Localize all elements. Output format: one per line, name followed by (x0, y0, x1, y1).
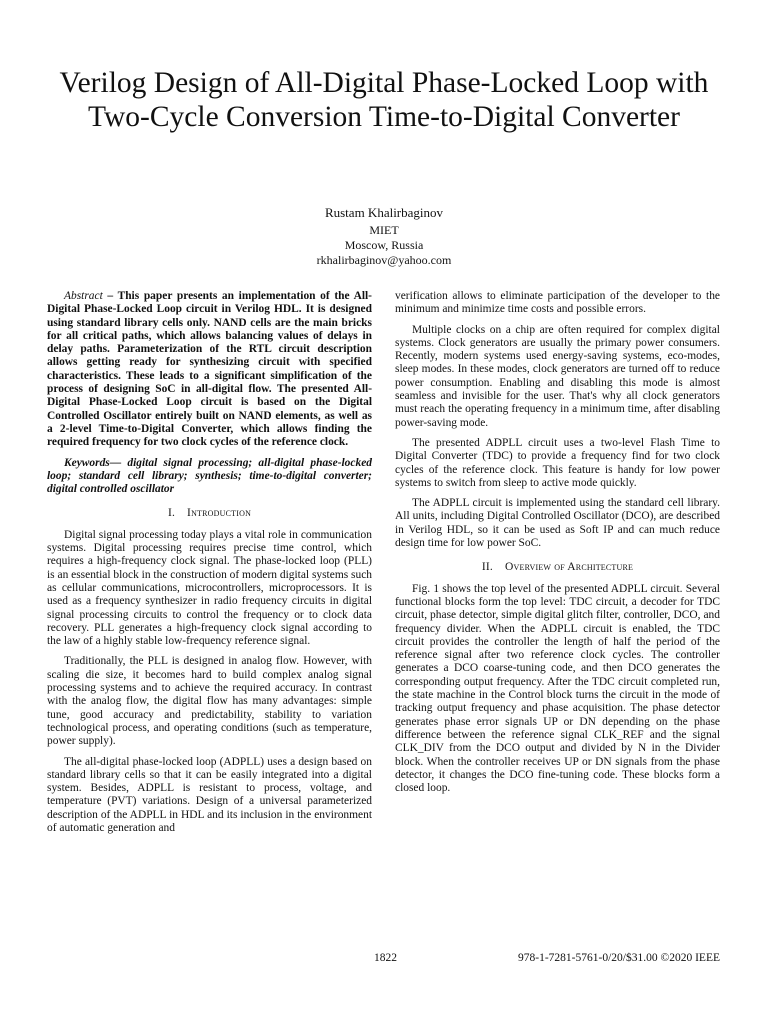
architecture-paragraph: Fig. 1 shows the top level of the presented ADPLL circuit. Several functional blocks form the top level: TDC circuit, a decoder for TDC circuit, phase detector, simple digital glitch filter, controller, DCO, and frequency divider. When the ADPLL circuit is enabled, the TDC circuit provides the controller the length of half the period of the reference signal after two reference clock cycles. The controller generates a DCO coarse-tuning code, and then DCO generates the corresponding output frequency. After the TDC circuit completed run, the state machine in the Control block turns the circuit in the mode of tracking output frequency and phase acquisition. The phase detector generates phase error signals UP or DN depending on the phase difference between the reference signal CLK_REF and the signal CLK_DIV from the DCO output and divided by N in the Divider block. When the controller receives UP or DN signals from the phase detector, it changes the DCO fine-tuning code. These blocks form a closed loop. (395, 582, 720, 795)
copyright-notice: 978-1-7281-5761-0/20/$31.00 ©2020 IEEE (518, 952, 720, 964)
section-heading-introduction (47, 507, 372, 520)
page-number: 1822 (374, 952, 397, 964)
section-title: Introduction (187, 507, 252, 520)
keywords-label: Keywords— (64, 456, 122, 469)
paper-title: Verilog Design of All-Digital Phase-Locked Loop with Two-Cycle Conversion Time-to-Digital Converter (59, 67, 709, 133)
abstract-label: Abstract (64, 290, 103, 302)
left-column (47, 290, 372, 842)
author-block (184, 204, 584, 268)
intro-paragraph: Digital signal processing today plays a vital role in communication systems. Digital processing requires precise time control, which requires a high-frequency clock signal. The phase-locked loop (PLL) is an essential block in the construction of modern digital systems such as cellular communications, microcontrollers, microprocessors. It is used as a frequency synthesizer in radio frequency circuits in digital signal processing circuits to control the frequency or to clock data recovery. PLL generates a high-frequency clock signal according to the law of a highly stable low-frequency reference signal. (47, 528, 372, 648)
section-number: II. (481, 561, 494, 574)
intro-paragraph-continued: verification allows to eliminate participation of the developer to the minimum and minimize time costs and possible errors. (395, 290, 720, 316)
abstract (47, 290, 372, 450)
section-heading-architecture (395, 561, 720, 574)
section-title: Overview of Architecture (505, 561, 634, 574)
author-location: Moscow, Russia (344, 238, 424, 252)
intro-paragraph: The all-digital phase-locked loop (ADPLL) uses a design based on standard library cells so that it can be easily integrated into a digital system. Besides, ADPLL is resistant to process, voltage, and temperature (PVT) variations. Design of a universal parameterized description of the ADPLL in HDL and its inclusion in the environment of automatic generation and (47, 755, 372, 834)
keywords (47, 457, 372, 497)
intro-paragraph: Multiple clocks on a chip are often required for complex digital systems. Clock generators are usually the primary power consumers. Recently, modern systems used energy-saving systems, eco-modes, sleep modes. In these modes, clock generators are turned off to reduce power consumption. Enabling and disabling this mode is almost seamless and invisible for the user. That's why all clock generators must reach the operating frequency in a minimum time, after disabling power-saving mode. (395, 323, 720, 429)
author-name: Rustam Khalirbaginov (324, 205, 444, 220)
abstract-dash: – (102, 290, 118, 302)
author-email: rkhalirbaginov@yahoo.com (316, 253, 452, 267)
page-footer (0, 952, 768, 968)
intro-paragraph: Traditionally, the PLL is designed in analog flow. However, with scaling die size, it becomes hard to build complex analog signal processing systems and to achieve the required accuracy. In contrast with the analog flow, the digital flow has many advantages: simple tune, good accuracy and predictability, stability to variation technological process, and operating conditions (such as temperature, power supply). (47, 655, 372, 748)
section-number: I. (167, 507, 176, 520)
right-column (395, 290, 720, 802)
intro-paragraph: The presented ADPLL circuit uses a two-level Flash Time to Digital Converter (TDC) to provide a frequency find for two clock cycles of the reference clock. This feature is handy for low power systems to switch from sleep to active mode quickly. (395, 436, 720, 489)
intro-paragraph: The ADPLL circuit is implemented using the standard cell library. All units, including Digital Controlled Oscillator (DCO), are described in Verilog HDL, so it can be used as Soft IP and can much reduce design time for low power SoC. (395, 497, 720, 550)
abstract-body: This paper presents an implementation of the All-Digital Phase-Locked Loop circuit in Verilog HDL. It is designed using standard library cells only. NAND cells are the main bricks for all critical paths, which allows balancing values of delays in delay paths. Parameterization of the RTL circuit description allows getting ready for synthesizing circuit with specified characteristics. These leads to a significant simplification of the process of designing SoC in all-digital flow. The presented All-Digital Phase-Locked Loop circuit is based on the Digital Controlled Oscillator entirely built on NAND elements, as well as a 2-level Time-to-Digital Converter, which allows finding the required frequency for two clock cycles of the reference clock. (47, 290, 372, 449)
keywords-body: digital signal processing; all-digital phase-locked loop; standard cell library; synthesis; time-to-digital converter; digital controlled oscillator (47, 456, 372, 496)
author-affiliation: MIET (369, 223, 399, 237)
